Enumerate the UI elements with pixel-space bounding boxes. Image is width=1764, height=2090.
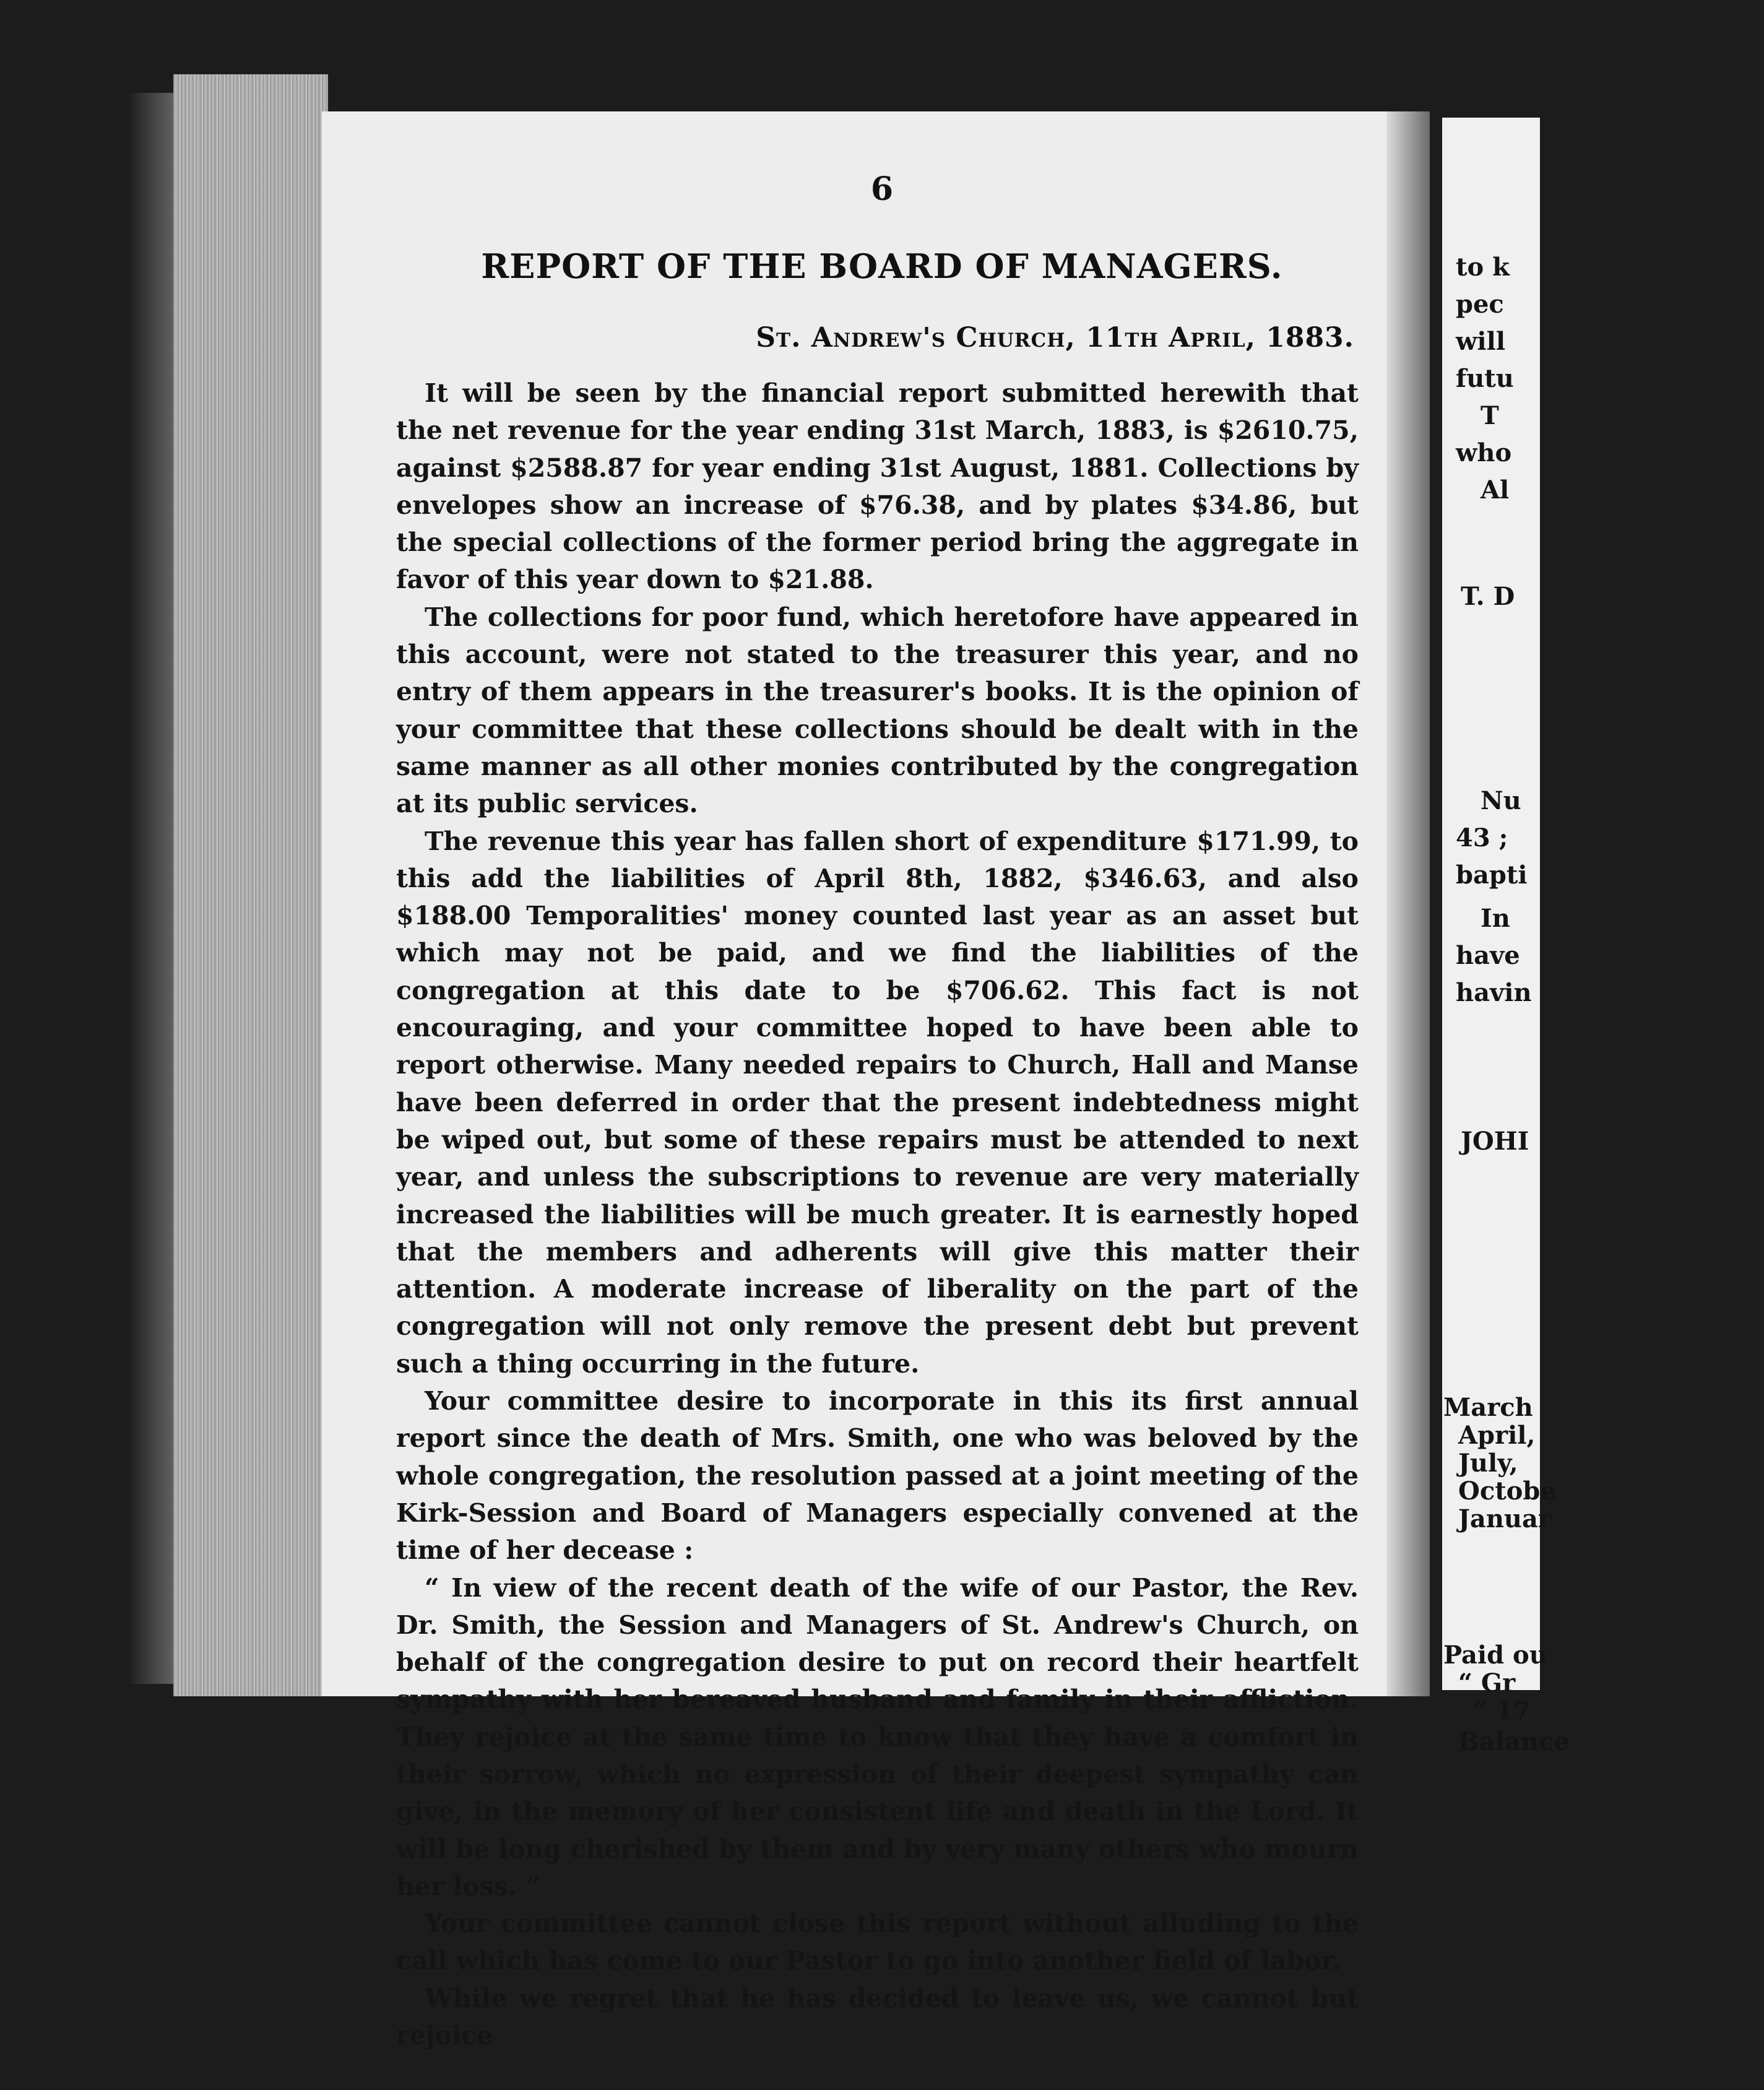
facing-line: to k: [1456, 253, 1510, 282]
report-body: [396, 375, 1359, 2054]
facing-line: havin: [1456, 978, 1532, 1007]
facing-line: Nu: [1481, 786, 1521, 815]
facing-page-bottom-lines: [1458, 1696, 1570, 1764]
facing-line: Balance: [1458, 1727, 1570, 1756]
facing-line: “ 17: [1473, 1696, 1531, 1725]
paragraph-resolution-quote: “ In view of the recent death of the wife of our Pastor, the Rev. Dr. Smith, the Session and Managers of St. Andrew's Church, on behalf of the congregation desire to put on record their heartfelt sympathy with her bereaved husband and family in their affliction. They rejoice at the same time to know that they have a comfort in their sorrow, which no expression of their deepest sympathy can give, in the memory of her consistent life and death in the Lord. It will be long cherished by them and by very many others who mourn her loss. ”: [396, 1572, 1359, 1901]
facing-line: pec: [1456, 290, 1504, 319]
facing-line: futu: [1456, 364, 1514, 393]
paragraph-pastor-call: Your committee cannot close this report without alluding to the call which has come to our Pastor to go into another field of labor.: [396, 1909, 1359, 1976]
report-title: REPORT OF THE BOARD OF MANAGERS.: [481, 246, 1283, 286]
facing-line: will: [1456, 327, 1506, 356]
right-page: [1442, 118, 1556, 1698]
facing-line: April,: [1458, 1421, 1536, 1450]
page-edges: [173, 74, 328, 1696]
paragraph-financial: It will be seen by the financial report submitted herewith that the net revenue for the year ending 31st March, 1883, is $2610.75, against $2588.87 for year ending 31st August, 1881. Collections by envelopes show an increase of $76.38, and by plates $34.86, but the special collections of the former period bring the aggregate in favor of this year down to $21.88.: [396, 378, 1359, 595]
facing-line: Paid ou: [1443, 1641, 1547, 1670]
facing-line: “ Gr: [1458, 1668, 1516, 1698]
facing-line: July,: [1458, 1449, 1518, 1478]
facing-line: Al: [1481, 475, 1510, 505]
book-gutter: [1386, 111, 1430, 1696]
facing-line: bapti: [1456, 861, 1528, 890]
facing-line: Januar: [1458, 1504, 1551, 1533]
facing-line: T. D: [1461, 582, 1515, 611]
paragraph-liabilities: The revenue this year has fallen short of expenditure $171.99, to this add the liabilities of April 8th, 1882, $346.63, and also $188.00 Temporalities' money counted last year as an asset but which may not be paid, and we find the liabilities of the congregation at this date to be $706.62. This fact is not encouraging, and your committee hoped to have been able to report otherwise. Many needed repairs to Church, Hall and Manse have been deferred in order that the present indebtedness might be wiped out, but some of these repairs must be attended to next year, and unless the subscriptions to revenue are very materially increased the liabilities will be much greater. It is earnestly hoped that the members and adherents will give this matter their attention. A moderate increase of liberality on the part of the congregation will not only remove the present debt but prevent such a thing occurring in the future.: [396, 826, 1359, 1379]
paragraph-resolution-intro: Your committee desire to incorporate in this its first annual report since the death of Mrs. Smith, one who was beloved by the whole congregation, the resolution passed at a joint meeting of the Kirk-Session and Board of Managers especially convened at the time of her decease :: [396, 1386, 1359, 1566]
book-edge-shadow: [130, 93, 179, 1684]
paragraph-closing: While we regret that he has decided to leave us, we cannot but rejoice: [396, 1983, 1359, 2051]
facing-line: March: [1443, 1393, 1533, 1422]
facing-line: Octobe: [1458, 1476, 1556, 1506]
facing-page-text: [1442, 118, 1556, 1698]
facing-line: JOHI: [1461, 1127, 1529, 1156]
facing-line: In: [1481, 904, 1510, 933]
facing-line: T: [1481, 401, 1499, 430]
page-number: 6: [870, 170, 894, 208]
facing-line: who: [1456, 438, 1512, 467]
dateline: St. Andrew's Church, 11th April, 1883.: [756, 322, 1354, 353]
facing-line: have: [1456, 941, 1520, 970]
facing-line: 43 ;: [1456, 823, 1508, 852]
paragraph-poor-fund: The collections for poor fund, which heretofore have appeared in this account, were not stated to the treasurer this year, and no entry of them appears in the treasurer's books. It is the opinion of your committee that these collections should be dealt with in the same manner as all other monies contributed by the congregation at its public services.: [396, 602, 1359, 819]
